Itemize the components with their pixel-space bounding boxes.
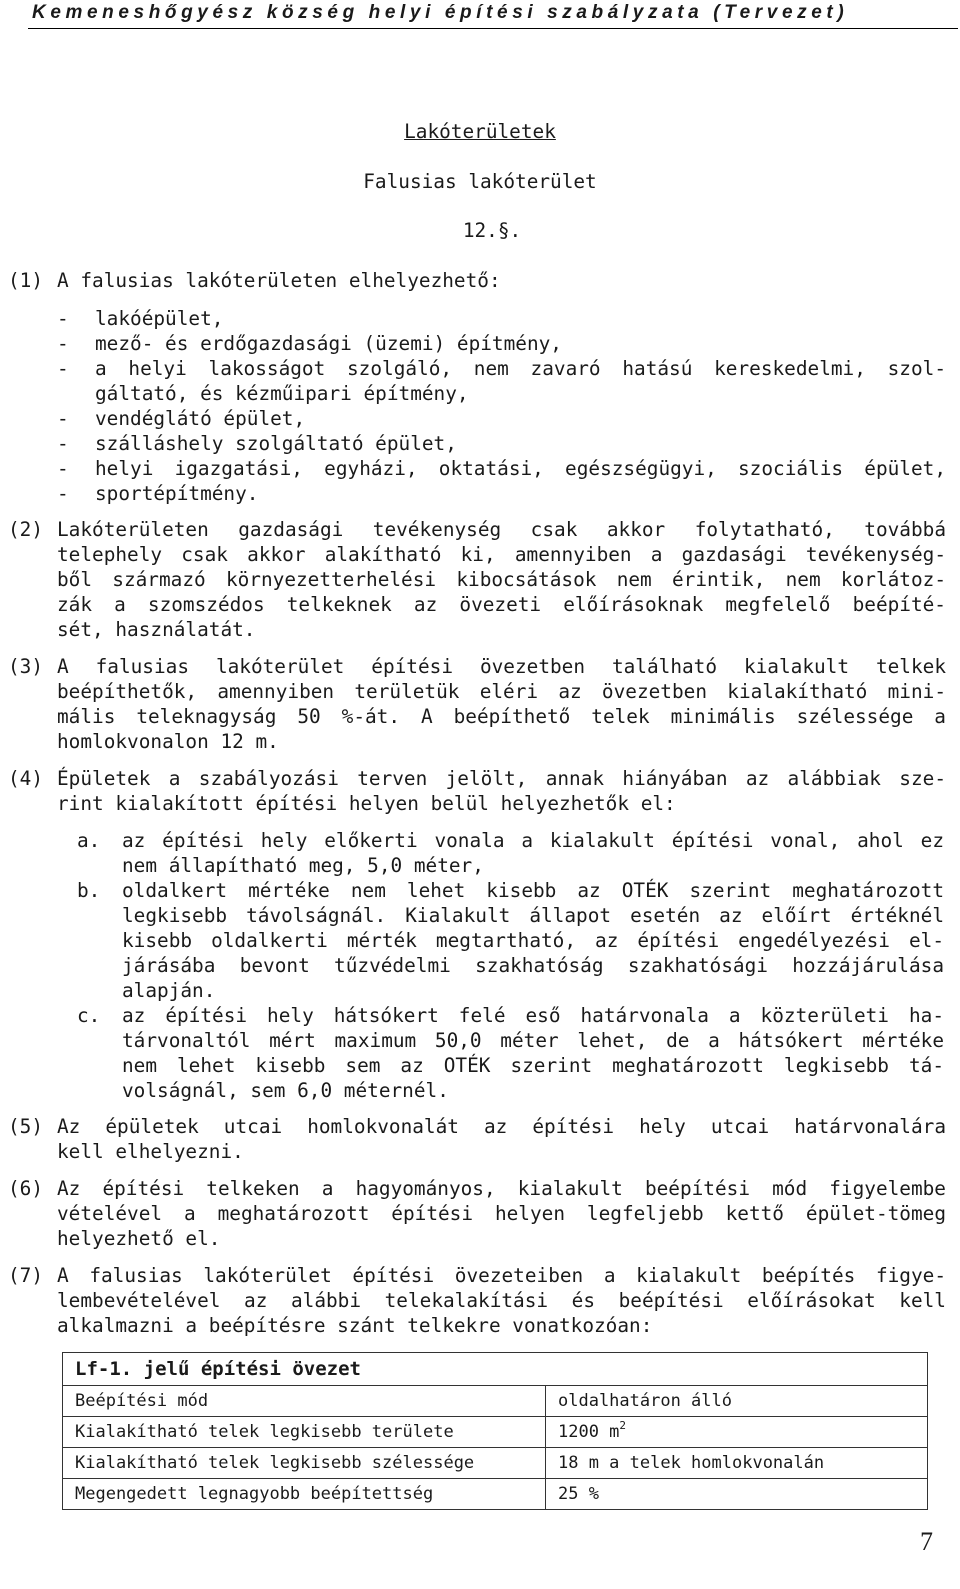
table-row	[63, 1386, 928, 1417]
page-number: 7	[920, 1527, 933, 1556]
paragraph-number: (4)	[8, 767, 44, 790]
row-value: 1200 $m^2$	[546, 1417, 928, 1448]
document-page: Kemeneshőgyész község helyi építési szabályzata (Tervezet) Lakóterületek Falusias lakóterület 12.§. (1) A falusias lakóterületen elhelyezhető: - lakóépület, - mező- és erdőgazdasági (üzemi) építmény, - a helyi lakosságot szolgáló, nem zavaró hatású kereskedelmi, szol- gáltató, és kézműipari építmény, - vendéglátó épület, - szálláshely szolgáltató épület, - helyi igazgatási, egyházi, oktatási, egészségügyi, szociális épület, - sportépítmény. (2) Lakóterületen gazdasági tevékenység csak akkor folytatható, továbbá telephely csak akkor alakítható ki, amennyiben a gazdasági tevékenység- ből származó környezetterhelési kibocsátások nem érintik, nem korlátoz- zák a szomszédos telkeknek az övezeti előírásoknak megfelelő beépíté- sét, használatát. (3) A falusias lakóterület építési övezetben található kialakult telkek beépíthetők, amennyiben területük eléri az övezetben kialakítható mini- mális teleknagyság 50 %-át. A beépíthető telek minimális szélessége a homlokvonalon 12 m. (4) Épületek a szabályozási terven jelölt, annak hiányában az alábbiak sze- rint kialakított építési helyen belül helyezhetők el: a. az építési hely előkerti vonala a kialakult építési vonal, ahol ez nem állapítható meg, 5,0 méter, b. oldalkert mértéke nem lehet kisebb az OTÉK szerint meghatározott legkisebb távolságnál. Kialakult állapot esetén az előírt értéknél kisebb oldalkerti mérték megtartható, az építési engedélyezési el- járásába bevont tűzvédelmi szakhatóság szakhatósági hozzájárulása alapján. c. az építési hely hátsókert felé eső határvonala a közterületi ha- tárvonaltól mért maximum 50,0 méter lehet, de a hátsókert mértéke nem lehet kisebb sem az OTÉK szerint meghatározott legkisebb tá- volságnál, sem 6,0 méternél. (5) Az épületek utcai homlokvonalát az építési hely utcai határvonalára kell elhelyezni. (6) Az építési telkeken a hagyományos, kialakult beépítési mód figyelembe vételével a meghatározott építési helyen legfeljebb kettő épület-tömeg helyezhető el. (7) A falusias lakóterület építési övezeteiben a kialakult beépítés figye- lembevételével az alábbi telekalakítási és beépítési előírásokat kell alkalmazni a beépítésre szánt telkekre vonatkozóan: Lf-1. jelű építési övezet Beépítési mód oldalhatáron álló Kialakítható telek legkisebb területe 1200 $m^2$ Kialakítható telek legkisebb szélessége 18 m a telek homlokvonalán Megengedett legnagyobb beépítettség 25 % 7	[0, 0, 960, 1589]
paragraph-number: (6)	[8, 1177, 44, 1200]
subitem-marker: b.	[77, 879, 101, 902]
paragraph-number: (3)	[8, 655, 44, 678]
subitem-marker: c.	[77, 1004, 101, 1027]
row-value: 25 %	[546, 1479, 928, 1510]
section-title: Lakóterületek	[404, 120, 556, 143]
paragraph-number: (2)	[8, 518, 44, 541]
row-label: Kialakítható telek legkisebb területe	[63, 1417, 546, 1448]
paragraph-mark: 12.§.	[462, 219, 522, 242]
table-header-row	[63, 1353, 928, 1386]
row-value: oldalhatáron álló	[546, 1386, 928, 1417]
row-value: 18 m a telek homlokvonalán	[546, 1448, 928, 1479]
running-header: Kemeneshőgyész község helyi építési szabályzata (Tervezet)	[32, 2, 849, 23]
paragraph-number: (5)	[8, 1115, 44, 1138]
superscript: 2	[619, 1419, 627, 1432]
zone-title: Lf-1. jelű építési övezet	[63, 1353, 928, 1386]
subitem-marker: a.	[77, 829, 101, 852]
paragraph-number: (7)	[8, 1264, 44, 1287]
row-label: Megengedett legnagyobb beépítettség	[63, 1479, 546, 1510]
paragraph-number: (1)	[8, 269, 44, 292]
zone-table	[62, 1352, 928, 1510]
table-row	[63, 1448, 928, 1479]
table-row	[63, 1417, 928, 1448]
row-label: Beépítési mód	[63, 1386, 546, 1417]
row-label: Kialakítható telek legkisebb szélessége	[63, 1448, 546, 1479]
paragraph-text: A falusias lakóterületen elhelyezhető:	[57, 269, 501, 292]
header-rule	[28, 28, 958, 29]
table-row	[63, 1479, 928, 1510]
section-subtitle: Falusias lakóterület	[363, 170, 597, 193]
